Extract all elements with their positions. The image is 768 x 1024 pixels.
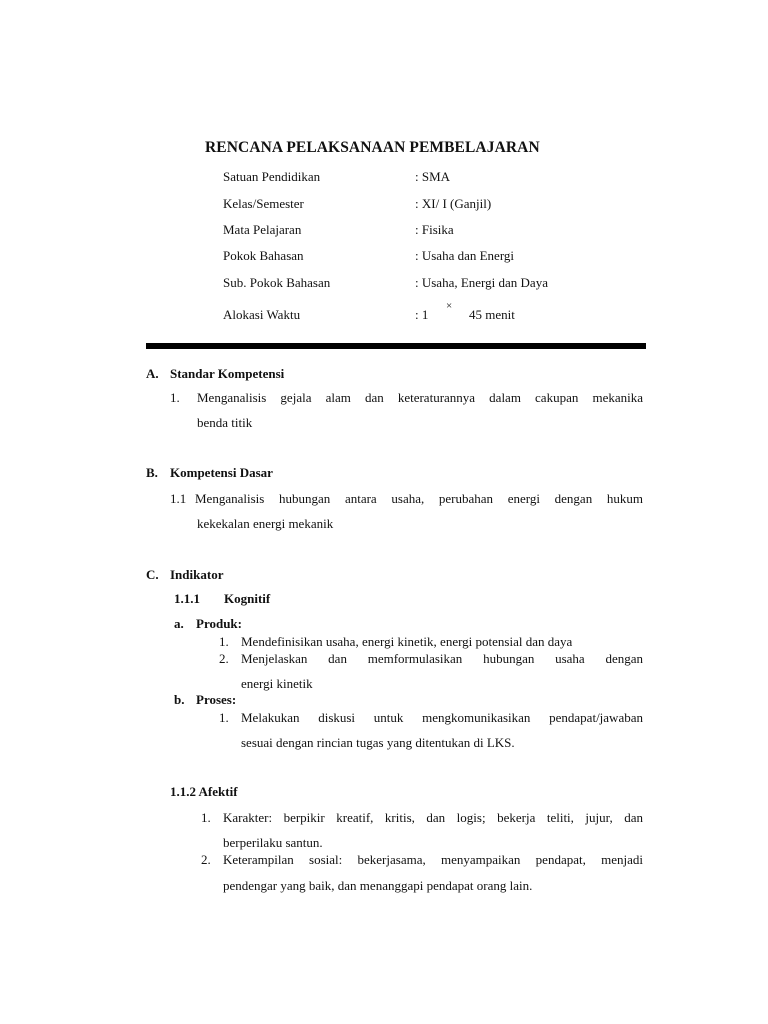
section-b-num: 1.1 xyxy=(170,491,187,506)
section-b-line1: Menganalisis hubungan antara usaha, perubahan energi dengan hukum xyxy=(195,491,643,506)
section-b-heading: Kompetensi Dasar xyxy=(170,465,273,480)
proses-item-1-line1: Melakukan diskusi untuk mengkomunikasikan pendapat/jawaban xyxy=(241,710,643,725)
identity-value-pokok: : Usaha dan Energi xyxy=(415,248,515,263)
proses-heading: Proses: xyxy=(196,692,237,707)
kognitif-num: 1.1.1 xyxy=(174,591,200,606)
produk-item-2-num: 2. xyxy=(219,651,229,666)
proses-item-1-num: 1. xyxy=(219,710,229,725)
section-c-heading: Indikator xyxy=(170,567,224,582)
produk-heading: Produk: xyxy=(196,616,242,631)
identity-value-satuan: : SMA xyxy=(415,169,451,184)
identity-value-mapel: : Fisika xyxy=(415,222,454,237)
section-a-line2: benda titik xyxy=(197,415,253,430)
produk-item-1-num: 1. xyxy=(219,634,229,649)
times-symbol: × xyxy=(446,300,453,312)
afektif-item-1-num: 1. xyxy=(201,810,211,825)
produk-item-1-text: Mendefinisikan usaha, energi kinetik, energi potensial dan daya xyxy=(241,634,573,649)
section-c-letter: C. xyxy=(146,567,159,582)
identity-label-subpokok: Sub. Pokok Bahasan xyxy=(223,275,331,290)
produk-item-2-line2: energi kinetik xyxy=(241,676,313,691)
section-a-heading: Standar Kompetensi xyxy=(170,366,285,381)
section-a-line1: Menganalisis gejala alam dan keteraturannya dalam cakupan mekanika xyxy=(197,390,643,405)
kognitif-heading: Kognitif xyxy=(224,591,271,606)
afektif-item-2-line1: Keterampilan sosial: bekerjasama, menyampaikan pendapat, menjadi xyxy=(223,852,643,867)
produk-item-2-line1: Menjelaskan dan memformulasikan hubungan usaha dengan xyxy=(241,651,643,666)
identity-value-menit: 45 menit xyxy=(469,307,515,322)
proses-letter: b. xyxy=(174,692,185,707)
header-divider xyxy=(146,343,646,349)
afektif-heading: 1.1.2 Afektif xyxy=(170,784,238,799)
identity-label-kelas: Kelas/Semester xyxy=(223,196,304,211)
page-title: RENCANA PELAKSANAAN PEMBELAJARAN xyxy=(205,139,540,156)
afektif-item-2-num: 2. xyxy=(201,852,211,867)
afektif-item-2-line2: pendengar yang baik, dan menanggapi pendapat orang lain. xyxy=(223,878,533,893)
identity-label-mapel: Mata Pelajaran xyxy=(223,222,302,237)
afektif-item-1-line1: Karakter: berpikir kreatif, kritis, dan logis; bekerja teliti, jujur, dan xyxy=(223,810,643,825)
identity-value-subpokok: : Usaha, Energi dan Daya xyxy=(415,275,548,290)
proses-item-1-line2: sesuai dengan rincian tugas yang ditentukan di LKS. xyxy=(241,735,515,750)
identity-value-kelas: : XI/ I (Ganjil) xyxy=(415,196,492,211)
identity-label-satuan: Satuan Pendidikan xyxy=(223,169,321,184)
identity-label-pokok: Pokok Bahasan xyxy=(223,248,304,263)
identity-value-alokasi: : 1 xyxy=(415,307,429,322)
section-a-num: 1. xyxy=(170,390,180,405)
section-b-line2: kekekalan energi mekanik xyxy=(197,516,334,531)
afektif-item-1-line2: berperilaku santun. xyxy=(223,835,323,850)
section-b-letter: B. xyxy=(146,465,158,480)
section-a-letter: A. xyxy=(146,366,159,381)
produk-letter: a. xyxy=(174,616,184,631)
identity-label-alokasi: Alokasi Waktu xyxy=(223,307,301,322)
